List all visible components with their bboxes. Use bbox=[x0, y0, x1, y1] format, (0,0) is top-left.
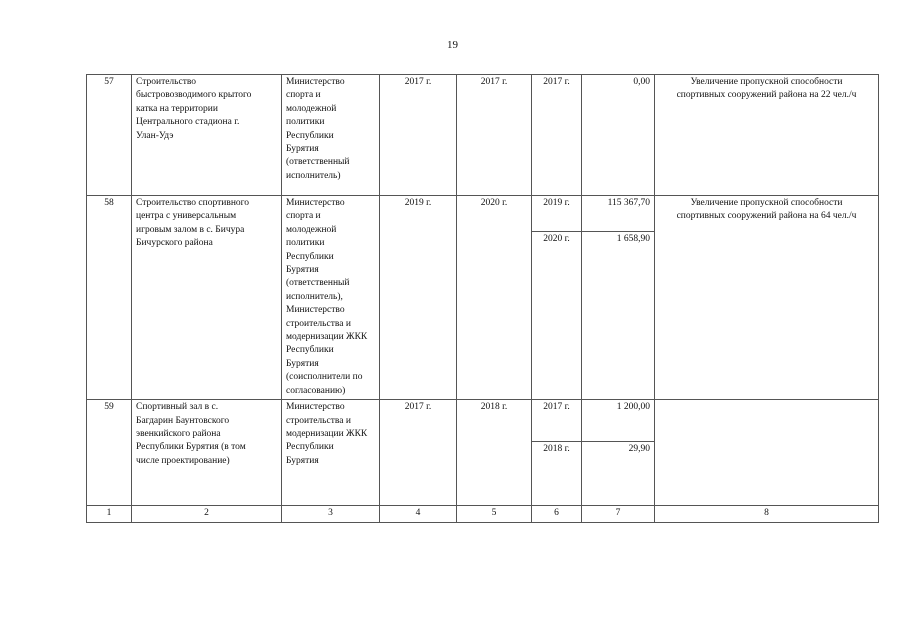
column-number: 1 bbox=[87, 506, 132, 523]
financing-amount: 0,00 bbox=[582, 75, 655, 196]
expected-result: Увеличение пропускной способности спортивных сооружений района на 64 чел./ч bbox=[655, 196, 879, 400]
row-number: 58 bbox=[87, 196, 132, 400]
end-year: 2017 г. bbox=[457, 75, 532, 196]
project-name: Строительство быстровозводимого крытого катка на территории Центрального стадиона г. Улан-Удэ bbox=[132, 75, 282, 196]
program-table bbox=[86, 74, 879, 523]
financing-year: 2020 г. bbox=[532, 232, 582, 400]
financing-amount: 29,90 bbox=[582, 442, 655, 506]
column-number: 4 bbox=[380, 506, 457, 523]
executor: Министерство строительства и модернизации ЖКК Республики Бурятия bbox=[282, 400, 380, 506]
start-year: 2019 г. bbox=[380, 196, 457, 400]
project-name: Спортивный зал в с. Багдарин Баунтовского эвенкийского района Республики Бурятия (в том числе проектирование) bbox=[132, 400, 282, 506]
column-number: 6 bbox=[532, 506, 582, 523]
financing-year: 2018 г. bbox=[532, 442, 582, 506]
financing-amount: 1 658,90 bbox=[582, 232, 655, 400]
financing-year: 2017 г. bbox=[532, 75, 582, 196]
row-number: 57 bbox=[87, 75, 132, 196]
table-row bbox=[87, 75, 879, 196]
column-number: 3 bbox=[282, 506, 380, 523]
column-number: 5 bbox=[457, 506, 532, 523]
column-number: 2 bbox=[132, 506, 282, 523]
executor: Министерство спорта и молодежной политики Республики Бурятия (ответственный исполнитель), Министерство строительства и модернизации ЖКК Республики Бурятия (соисполнители по согласованию) bbox=[282, 196, 380, 400]
column-number: 7 bbox=[582, 506, 655, 523]
end-year: 2020 г. bbox=[457, 196, 532, 400]
financing-year: 2019 г. bbox=[532, 196, 582, 232]
table-row bbox=[87, 196, 879, 232]
table-row bbox=[87, 400, 879, 442]
column-number: 8 bbox=[655, 506, 879, 523]
start-year: 2017 г. bbox=[380, 400, 457, 506]
end-year: 2018 г. bbox=[457, 400, 532, 506]
financing-amount: 1 200,00 bbox=[582, 400, 655, 442]
column-numbers-row bbox=[87, 506, 879, 523]
row-number: 59 bbox=[87, 400, 132, 506]
page-number: 19 bbox=[447, 39, 458, 51]
executor: Министерство спорта и молодежной политики Республики Бурятия (ответственный исполнитель) bbox=[282, 75, 380, 196]
financing-amount: 115 367,70 bbox=[582, 196, 655, 232]
project-name: Строительство спортивного центра с универсальным игровым залом в с. Бичура Бичурского района bbox=[132, 196, 282, 400]
expected-result bbox=[655, 400, 879, 506]
expected-result: Увеличение пропускной способности спортивных сооружений района на 22 чел./ч bbox=[655, 75, 879, 196]
financing-year: 2017 г. bbox=[532, 400, 582, 442]
start-year: 2017 г. bbox=[380, 75, 457, 196]
